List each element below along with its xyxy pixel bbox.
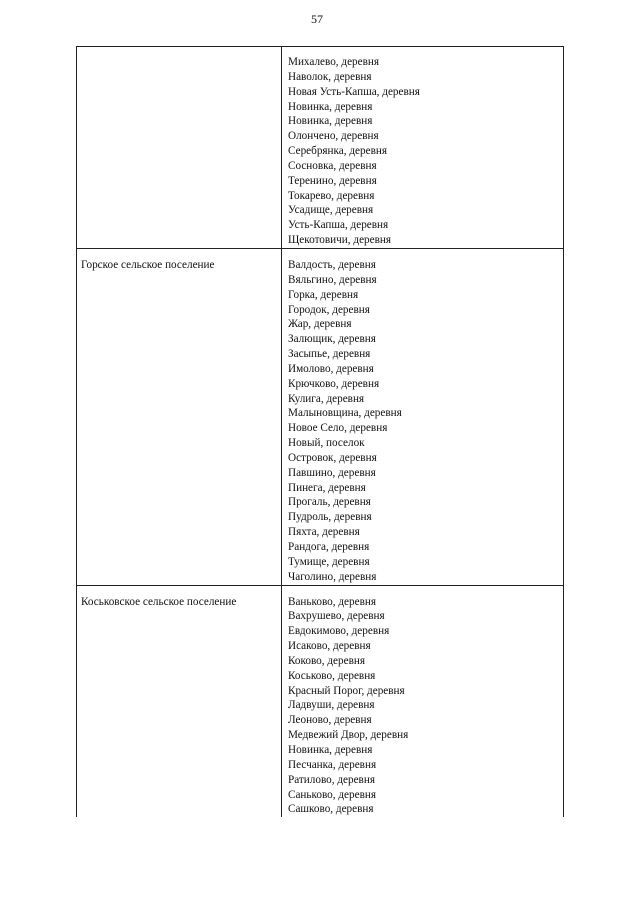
settlement-item: Валдость, деревня xyxy=(288,258,376,271)
settlement-item: Новинка, деревня xyxy=(288,115,373,128)
settlement-list xyxy=(288,595,561,818)
settlement-item: Новинка, деревня xyxy=(288,743,373,756)
settlement-item: Рандога, деревня xyxy=(288,541,370,553)
district-cell xyxy=(77,47,282,249)
table-row xyxy=(77,585,564,817)
page-number: 57 xyxy=(311,12,323,26)
settlement-item: Пудроль, деревня xyxy=(288,511,372,524)
settlement-item: Новая Усть-Капша, деревня xyxy=(288,85,420,98)
settlements-table-body xyxy=(77,47,564,818)
settlement-item: Теренино, деревня xyxy=(288,174,377,187)
settlement-item: Вяльгино, деревня xyxy=(288,273,377,286)
settlement-item: Тумище, деревня xyxy=(288,555,370,568)
settlement-item: Медвежий Двор, деревня xyxy=(288,729,409,742)
settlement-item: Чаголино, деревня xyxy=(288,570,377,583)
settlement-item: Коськово, деревня xyxy=(288,669,376,682)
settlement-item: Пяхта, деревня xyxy=(288,526,360,539)
settlement-item: Леоново, деревня xyxy=(288,714,372,727)
settlement-item: Пинега, деревня xyxy=(288,481,366,494)
district-cell: Коськовское сельское поселение xyxy=(77,585,282,817)
settlement-item: Новое Село, деревня xyxy=(288,422,388,435)
settlement-item: Олончено, деревня xyxy=(288,130,379,143)
settlement-item: Прогаль, деревня xyxy=(288,496,371,509)
settlement-item: Исаково, деревня xyxy=(288,640,371,653)
settlement-item: Усадище, деревня xyxy=(288,204,374,217)
settlement-item: Горка, деревня xyxy=(288,288,359,301)
settlement-item: Саньково, деревня xyxy=(288,788,377,801)
settlement-item: Новинка, деревня xyxy=(288,100,373,113)
settlement-item: Наволок, деревня xyxy=(288,70,372,83)
settlement-item: Серебрянка, деревня xyxy=(288,145,387,158)
settlement-item: Усть-Капша, деревня xyxy=(288,219,389,232)
settlement-item: Сосновка, деревня xyxy=(288,159,377,172)
settlement-list xyxy=(288,55,561,248)
district-cell: Горское сельское поселение xyxy=(77,248,282,585)
settlement-item: Ваньково, деревня xyxy=(288,595,377,608)
settlement-item: Токарево, деревня xyxy=(288,189,375,202)
settlement-item: Кулига, деревня xyxy=(288,392,365,405)
settlement-item: Ратилово, деревня xyxy=(288,773,375,786)
settlement-item: Коково, деревня xyxy=(288,654,365,667)
settlement-item: Залющик, деревня xyxy=(288,333,376,346)
settlement-item: Михалево, деревня xyxy=(288,56,380,68)
settlement-item: Ладвуши, деревня xyxy=(288,699,375,712)
settlement-item: Новый, поселок xyxy=(288,437,365,450)
settlement-item: Евдокимово, деревня xyxy=(288,625,390,638)
settlement-item: Жар, деревня xyxy=(288,318,352,331)
settlement-item: Щекотовичи, деревня xyxy=(288,234,392,247)
settlement-item: Вахрушево, деревня xyxy=(288,610,385,623)
settlement-item: Крючково, деревня xyxy=(288,377,380,390)
settlement-item: Городок, деревня xyxy=(288,303,370,316)
settlement-item: Засыпье, деревня xyxy=(288,348,371,361)
settlement-item: Малыновщина, деревня xyxy=(288,407,402,420)
settlement-item: Красный Порог, деревня xyxy=(288,684,405,697)
settlement-item: Островок, деревня xyxy=(288,451,377,464)
table-row xyxy=(77,47,564,249)
table-row xyxy=(77,248,564,585)
settlements-table xyxy=(76,46,564,817)
settlement-item: Песчанка, деревня xyxy=(288,758,377,771)
settlement-item: Имолово, деревня xyxy=(288,362,374,375)
settlements-cell xyxy=(282,47,564,249)
settlements-cell xyxy=(282,248,564,585)
settlements-cell xyxy=(282,585,564,817)
settlement-item: Павшино, деревня xyxy=(288,466,376,479)
settlement-list xyxy=(288,258,561,585)
settlement-item: Сашково, деревня xyxy=(288,803,374,816)
